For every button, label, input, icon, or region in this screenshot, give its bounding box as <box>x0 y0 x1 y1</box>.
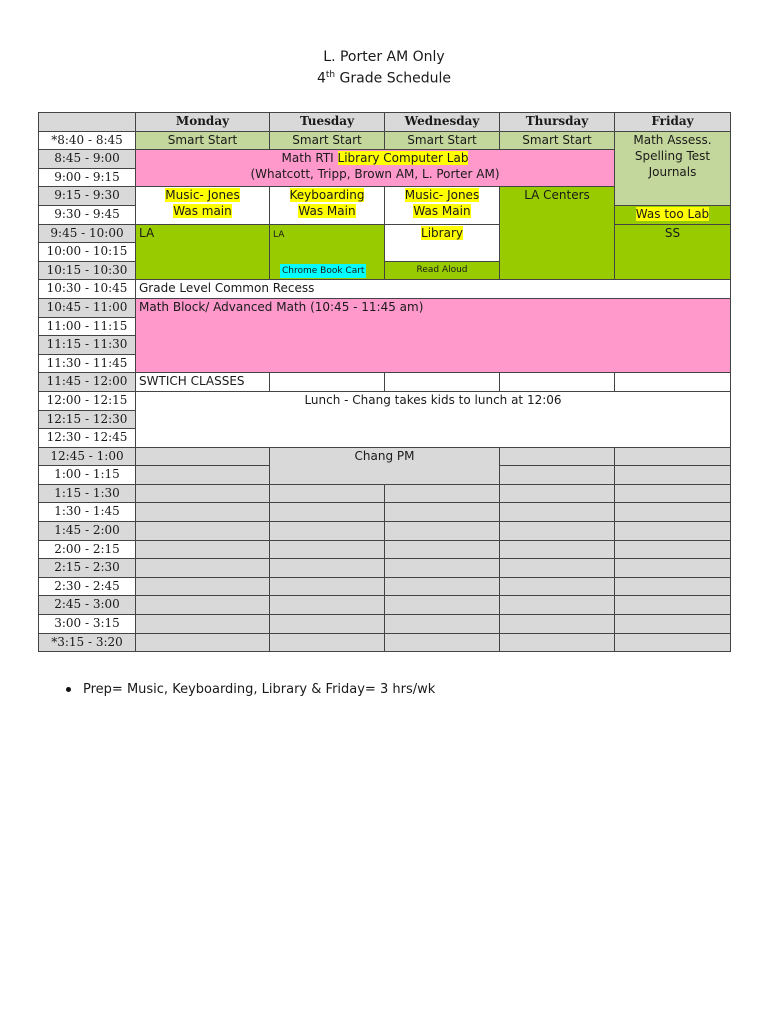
empty-cell <box>136 633 270 652</box>
prep-note <box>66 682 435 697</box>
time-slot: 8:45 - 9:00 <box>39 150 136 169</box>
time-slot: 2:45 - 3:00 <box>39 596 136 615</box>
la-tuesday <box>270 224 385 280</box>
empty-cell <box>270 540 385 559</box>
keyboarding-label: Keyboarding <box>289 188 365 203</box>
empty-cell <box>615 484 731 503</box>
bullet-dot <box>66 687 71 692</box>
music-monday <box>136 187 270 224</box>
table-row <box>39 484 731 503</box>
math-rti-label: Math RTI <box>281 151 338 166</box>
table-row <box>39 522 731 541</box>
empty-cell <box>136 596 270 615</box>
was-too-lab-friday <box>615 205 731 224</box>
time-slot: 11:45 - 12:00 <box>39 373 136 392</box>
empty-cell <box>500 577 615 596</box>
table-row <box>39 633 731 652</box>
empty-cell <box>385 522 500 541</box>
empty-cell <box>385 577 500 596</box>
time-slot: 10:30 - 10:45 <box>39 280 136 299</box>
was-too-lab-label: Was too Lab <box>635 206 710 221</box>
was-main-wed-label: Was Main <box>413 204 471 219</box>
time-slot: 11:00 - 11:15 <box>39 317 136 336</box>
time-slot: 11:15 - 11:30 <box>39 336 136 355</box>
table-row <box>39 373 731 392</box>
time-slot: 12:30 - 12:45 <box>39 429 136 448</box>
empty-cell <box>136 447 270 466</box>
time-slot: 10:00 - 10:15 <box>39 243 136 262</box>
recess-row: Grade Level Common Recess <box>136 280 731 299</box>
time-slot: *8:40 - 8:45 <box>39 131 136 150</box>
time-slot: 11:30 - 11:45 <box>39 354 136 373</box>
time-slot: 9:00 - 9:15 <box>39 168 136 187</box>
empty-cell <box>270 373 385 392</box>
empty-cell <box>385 633 500 652</box>
was-main-label: Was main <box>173 204 232 219</box>
day-header-tuesday: Tuesday <box>270 113 385 132</box>
time-slot: 10:45 - 11:00 <box>39 298 136 317</box>
table-row <box>39 298 731 317</box>
empty-cell <box>500 540 615 559</box>
subtitle-rest: Grade Schedule <box>335 70 452 87</box>
empty-cell <box>270 484 385 503</box>
empty-cell <box>500 373 615 392</box>
empty-cell <box>500 522 615 541</box>
smart-start-monday: Smart Start <box>136 131 270 150</box>
friday-journals: Journals <box>648 164 697 179</box>
table-row <box>39 224 731 243</box>
time-slot: 12:45 - 1:00 <box>39 447 136 466</box>
day-header-monday: Monday <box>136 113 270 132</box>
empty-cell <box>615 540 731 559</box>
time-slot: 2:00 - 2:15 <box>39 540 136 559</box>
math-rti-line1 <box>139 150 611 166</box>
music-jones-label: Music- Jones <box>165 188 240 203</box>
math-rti-block <box>136 150 615 187</box>
empty-cell <box>500 596 615 615</box>
empty-cell <box>500 633 615 652</box>
empty-cell <box>500 447 615 466</box>
time-slot: 9:15 - 9:30 <box>39 187 136 206</box>
empty-cell <box>615 633 731 652</box>
time-slot: 1:45 - 2:00 <box>39 522 136 541</box>
empty-cell <box>500 615 615 634</box>
grade-number: 4 <box>316 70 326 87</box>
music-jones-wed-label: Music- Jones <box>404 188 480 203</box>
table-row <box>39 280 731 299</box>
friday-spelling-test: Spelling Test <box>634 148 711 163</box>
was-main-tue-label: Was Main <box>298 204 356 219</box>
la-monday: LA <box>136 224 270 280</box>
library-lab-label: Library Computer Lab <box>337 151 469 166</box>
table-row <box>39 447 731 466</box>
table-row <box>39 540 731 559</box>
empty-cell <box>136 484 270 503</box>
empty-cell <box>270 577 385 596</box>
empty-cell <box>615 615 731 634</box>
time-slot: 9:30 - 9:45 <box>39 205 136 224</box>
empty-cell <box>615 596 731 615</box>
empty-cell <box>136 577 270 596</box>
empty-cell <box>615 503 731 522</box>
chromebook-cart-label: Chrome Book Cart <box>282 266 365 277</box>
time-slot: 1:30 - 1:45 <box>39 503 136 522</box>
empty-cell <box>270 596 385 615</box>
table-row <box>39 503 731 522</box>
day-header-friday: Friday <box>615 113 731 132</box>
library-label: Library <box>421 225 463 240</box>
empty-cell <box>136 559 270 578</box>
smart-start-thursday: Smart Start <box>500 131 615 150</box>
schedule-subtitle <box>0 70 768 87</box>
empty-cell <box>500 503 615 522</box>
chang-pm-block: Chang PM <box>270 447 500 484</box>
empty-cell <box>270 633 385 652</box>
lunch-block: Lunch - Chang takes kids to lunch at 12:06 <box>136 391 731 447</box>
table-row <box>39 559 731 578</box>
table-row <box>39 596 731 615</box>
la-centers-thursday: LA Centers <box>500 187 615 280</box>
corner-cell <box>39 113 136 132</box>
table-row <box>39 391 731 410</box>
keyboarding-tuesday <box>270 187 385 224</box>
empty-cell <box>615 522 731 541</box>
time-slot: 12:00 - 12:15 <box>39 391 136 410</box>
empty-cell <box>385 373 500 392</box>
time-slot: 1:00 - 1:15 <box>39 466 136 485</box>
empty-cell <box>385 596 500 615</box>
schedule-title: L. Porter AM Only <box>323 49 445 65</box>
table-row <box>39 131 731 150</box>
math-block: Math Block/ Advanced Math (10:45 - 11:45 am) <box>136 298 731 372</box>
time-slot: 1:15 - 1:30 <box>39 484 136 503</box>
library-wednesday <box>385 224 500 261</box>
schedule-table <box>38 112 731 652</box>
smart-start-wednesday: Smart Start <box>385 131 500 150</box>
time-slot: 10:15 - 10:30 <box>39 261 136 280</box>
empty-cell <box>136 540 270 559</box>
time-slot: 3:00 - 3:15 <box>39 615 136 634</box>
time-slot: 9:45 - 10:00 <box>39 224 136 243</box>
empty-cell <box>136 466 270 485</box>
la-tue-label: LA <box>273 229 285 240</box>
empty-cell <box>500 559 615 578</box>
empty-cell <box>385 615 500 634</box>
ss-friday: SS <box>615 224 731 280</box>
empty-cell <box>270 503 385 522</box>
friday-early-block <box>615 131 731 205</box>
empty-cell <box>136 522 270 541</box>
empty-cell <box>136 615 270 634</box>
table-row <box>39 577 731 596</box>
day-header-thursday: Thursday <box>500 113 615 132</box>
empty-cell <box>615 577 731 596</box>
math-rti-line2: (Whatcott, Tripp, Brown AM, L. Porter AM) <box>250 167 500 182</box>
empty-cell <box>385 559 500 578</box>
empty-cell <box>270 559 385 578</box>
time-slot: 2:15 - 2:30 <box>39 559 136 578</box>
time-slot: *3:15 - 3:20 <box>39 633 136 652</box>
grade-suffix: th <box>325 70 336 80</box>
empty-cell <box>500 466 615 485</box>
time-slot: 2:30 - 2:45 <box>39 577 136 596</box>
smart-start-tuesday: Smart Start <box>270 131 385 150</box>
empty-cell <box>385 484 500 503</box>
empty-cell <box>615 373 731 392</box>
empty-cell <box>385 503 500 522</box>
empty-cell <box>136 503 270 522</box>
empty-cell <box>500 484 615 503</box>
music-wednesday <box>385 187 500 224</box>
empty-cell <box>385 540 500 559</box>
day-header-wednesday: Wednesday <box>385 113 500 132</box>
table-row <box>39 615 731 634</box>
read-aloud-wednesday: Read Aloud <box>385 261 500 280</box>
empty-cell <box>615 466 731 485</box>
empty-cell <box>270 522 385 541</box>
time-slot: 12:15 - 12:30 <box>39 410 136 429</box>
empty-cell <box>615 447 731 466</box>
empty-cell <box>615 559 731 578</box>
friday-math-assess: Math Assess. <box>633 132 712 147</box>
empty-cell <box>270 615 385 634</box>
header-row <box>39 113 731 132</box>
switch-classes-monday: SWTICH CLASSES <box>136 373 270 392</box>
prep-note-text: Prep= Music, Keyboarding, Library & Friday= 3 hrs/wk <box>83 682 436 697</box>
